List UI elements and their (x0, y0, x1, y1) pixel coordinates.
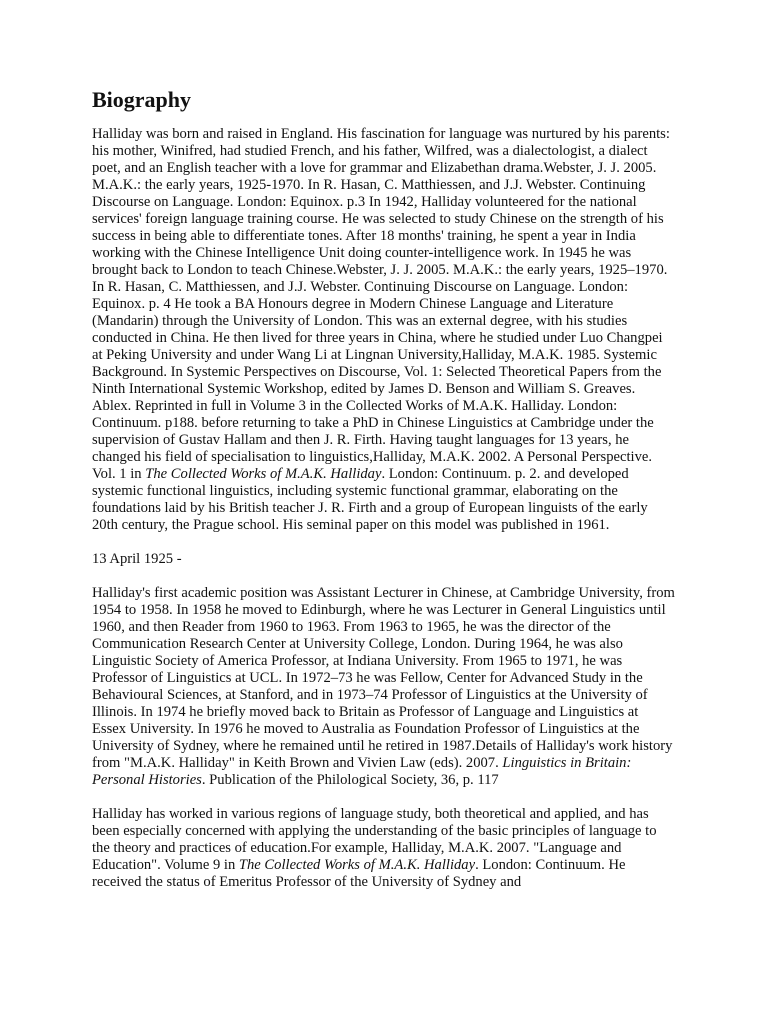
page-title: Biography (92, 87, 192, 112)
paragraph-text: . London: Continuum. p. 2. and developed systemic functional linguistics, including systemic functional grammar, elaborating on the foundations laid by his British teacher J. R. Firth and a group of European linguists of the early 20th century, the Prague school. His seminal paper on this model was published in 1961. (92, 466, 648, 533)
paragraph-research (92, 806, 676, 891)
paragraph-text: Halliday was born and raised in England. His fascination for language was nurtured by his parents: his mother, Winifred, had studied French, and his father, Wilfred, was a dialectologist, a dialect poet, and an English teacher with a love for grammar and Elizabethan drama.Webster, J. J. 2005. M.A.K.: the early years, 1925-1970. In R. Hasan, C. Matthiessen, and J.J. Webster. Continuing Discourse on Language. London: Equinox. p.3 In 1942, Halliday volunteered for the national services' foreign language training course. He was selected to study Chinese on the strength of his success in being able to differentiate tones. After 18 months' training, he spent a year in India working with the Chinese Intelligence Unit doing counter-intelligence work. In 1945 he was brought back to London to teach Chinese.Webster, J. J. 2005. M.A.K.: the early years, 1925–1970. In R. Hasan, C. Matthiessen, and J.J. Webster. Continuing Discourse on Language. London: Equinox. p. 4 He took a BA Honours degree in Modern Chinese Language and Literature (Mandarin) through the University of London. This was an external degree, with his studies conducted in China. He then lived for three years in China, where he studied under Luo Changpei at Peking University and under Wang Li at Lingnan University,Halliday, M.A.K. 1985. Systemic Background. In Systemic Perspectives on Discourse, Vol. 1: Selected Theoretical Papers from the Ninth International Systemic Workshop, edited by James D. Benson and William S. Greaves. Ablex. Reprinted in full in Volume 3 in the Collected Works of M.A.K. Halliday. London: Continuum. p188. before returning to take a PhD in Chinese Linguistics at Cambridge under the supervision of Gustav Hallam and then J. R. Firth. Having taught languages for 13 years, he changed his field of specialisation to linguistics,Halliday, M.A.K. 2002. A Personal Perspective. Vol. 1 in (92, 126, 670, 482)
paragraph-text: Halliday's first academic position was Assistant Lecturer in Chinese, at Cambridge University, from 1954 to 1958. In 1958 he moved to Edinburgh, where he was Lecturer in General Linguistics until 1960, and then Reader from 1960 to 1963. From 1963 to 1965, he was the director of the Communication Research Center at University College, London. During 1964, he was also Linguistic Society of America Professor, at Indiana University. From 1965 to 1971, he was Professor of Linguistics at UCL. In 1972–73 he was Fellow, Center for Advanced Study in the Behavioural Sciences, at Stanford, and in 1973–74 Professor of Linguistics at the University of Illinois. In 1974 he briefly moved back to Britain as Professor of Language and Linguistics at Essex University. In 1976 he moved to Australia as Foundation Professor of Linguistics at the University of Sydney, where he remained until he retired in 1987.Details of Halliday's work history from "M.A.K. Halliday" in Keith Brown and Vivien Law (eds). 2007. (92, 585, 675, 771)
italic-title: Linguistics in Britain: Personal Histories (92, 755, 632, 788)
paragraph-text: Halliday has worked in various regions of language study, both theoretical and applied, and has been especially concerned with applying the understanding of the basic principles of language to the theory and practices of education.For example, Halliday, M.A.K. 2007. "Language and Education". Volume 9 in (92, 806, 657, 873)
paragraph-text: . London: Continuum. He received the status of Emeritus Professor of the University of Sydney and (92, 857, 626, 890)
paragraph-career (92, 585, 676, 789)
date-line: 13 April 1925 - (92, 551, 182, 567)
italic-title: The Collected Works of M.A.K. Halliday (145, 466, 382, 482)
paragraph-text: . Publication of the Philological Society, 36, p. 117 (201, 772, 499, 788)
italic-title: The Collected Works of M.A.K. Halliday (238, 857, 476, 873)
paragraph-early-life (92, 126, 676, 534)
